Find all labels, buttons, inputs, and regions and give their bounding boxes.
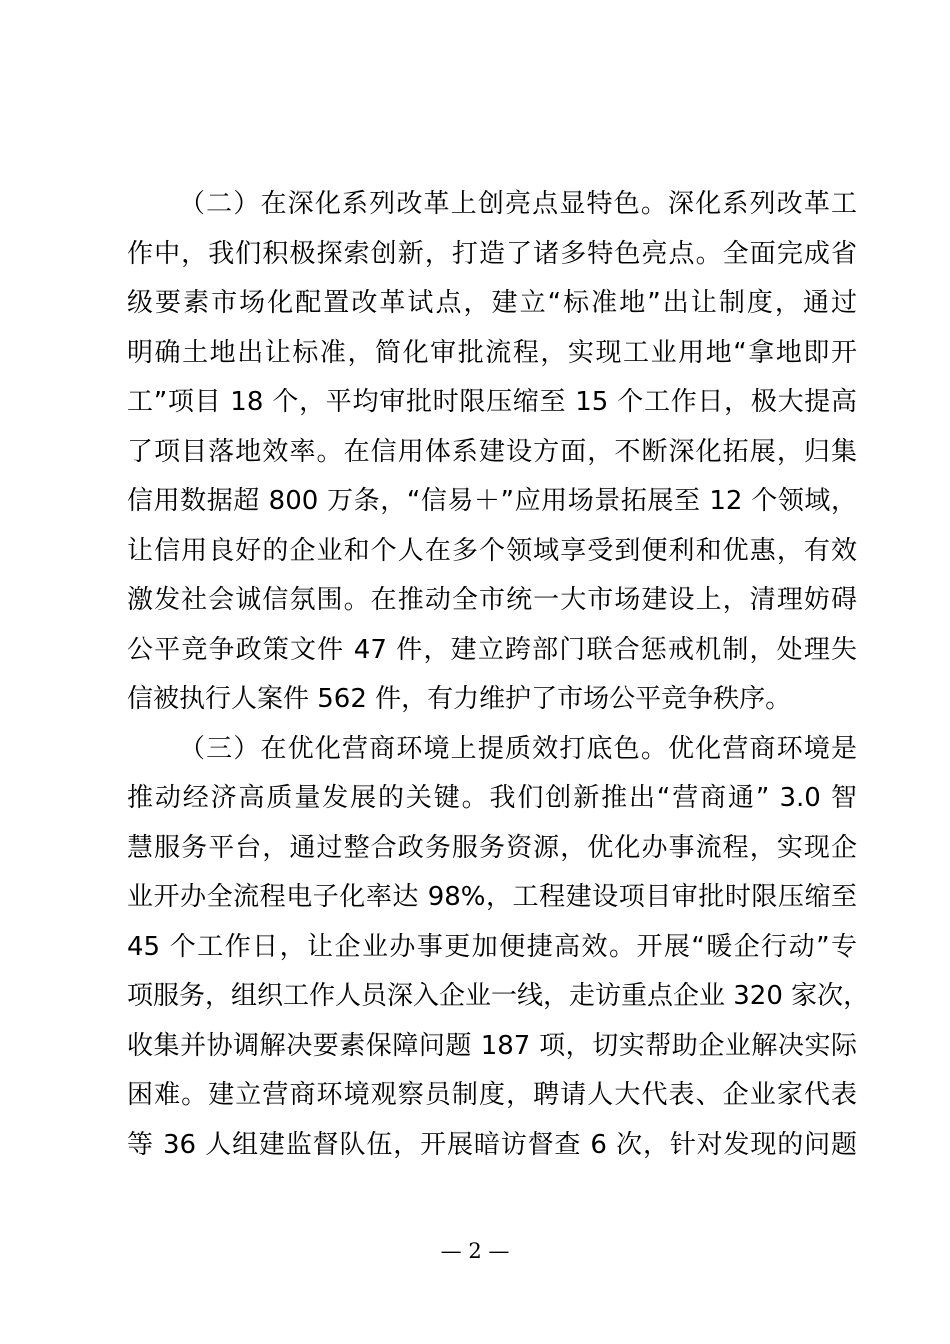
text-line: 让信用良好的企业和个人在多个领域享受到便利和优惠，有效 [127, 535, 857, 566]
text-line: 慧服务平台，通过整合政务服务资源，优化办事流程，实现企 [127, 832, 857, 863]
text-line: 等 36 人组建监督队伍，开展暗访督查 6 次，针对发现的问题 [127, 1129, 857, 1160]
text-line: 推动经济高质量发展的关键。我们创新推出“营商通” 3.0 智 [127, 783, 857, 813]
text-line: 工”项目 18 个，平均审批时限压缩至 15 个工作日，极大提高 [127, 387, 857, 417]
text-line: 收集并协调解决要素保障问题 187 项，切实帮助企业解决实际 [127, 1030, 857, 1061]
text-line: 级要素市场化配置改革试点，建立“标准地”出让制度，通过 [127, 288, 857, 318]
text-line: 困难。建立营商环境观察员制度，聘请人大代表、企业家代表 [127, 1080, 857, 1110]
text-line: （三）在优化营商环境上提质效打底色。优化营商环境是 [179, 733, 857, 764]
page-number: — 2 — [440, 1239, 510, 1263]
text-line: 信用数据超 800 万条，“信易＋”应用场景拓展至 12 个领域， [127, 486, 857, 516]
text-line: （二）在深化系列改革上创亮点显特色。深化系列改革工 [179, 189, 857, 219]
text-line: 了项目落地效率。在信用体系建设方面，不断深化拓展，归集 [127, 436, 857, 467]
text-line: 明确土地出让标准，简化审批流程，实现工业用地“拿地即开 [127, 337, 857, 368]
text-line: 业开办全流程电子化率达 98%，工程建设项目审批时限压缩至 [127, 882, 857, 912]
paragraph-reform-highlights [127, 180, 857, 725]
paragraph-business-environment [127, 725, 870, 1171]
text-line: 激发社会诚信氛围。在推动全市统一大市场建设上，清理妨碍 [127, 585, 857, 615]
document-body [127, 180, 870, 1170]
text-line: 信被执行人案件 562 件，有力维护了市场公平竞争秩序。 [127, 684, 792, 714]
text-line: 作中，我们积极探索创新，打造了诸多特色亮点。全面完成省 [127, 238, 857, 269]
text-line: 项服务，组织工作人员深入企业一线，走访重点企业 320 家次， [127, 981, 870, 1011]
text-line: 公平竞争政策文件 47 件，建立跨部门联合惩戒机制，处理失 [127, 634, 857, 665]
text-line: 45 个工作日，让企业办事更加便捷高效。开展“暖企行动”专 [127, 931, 857, 962]
